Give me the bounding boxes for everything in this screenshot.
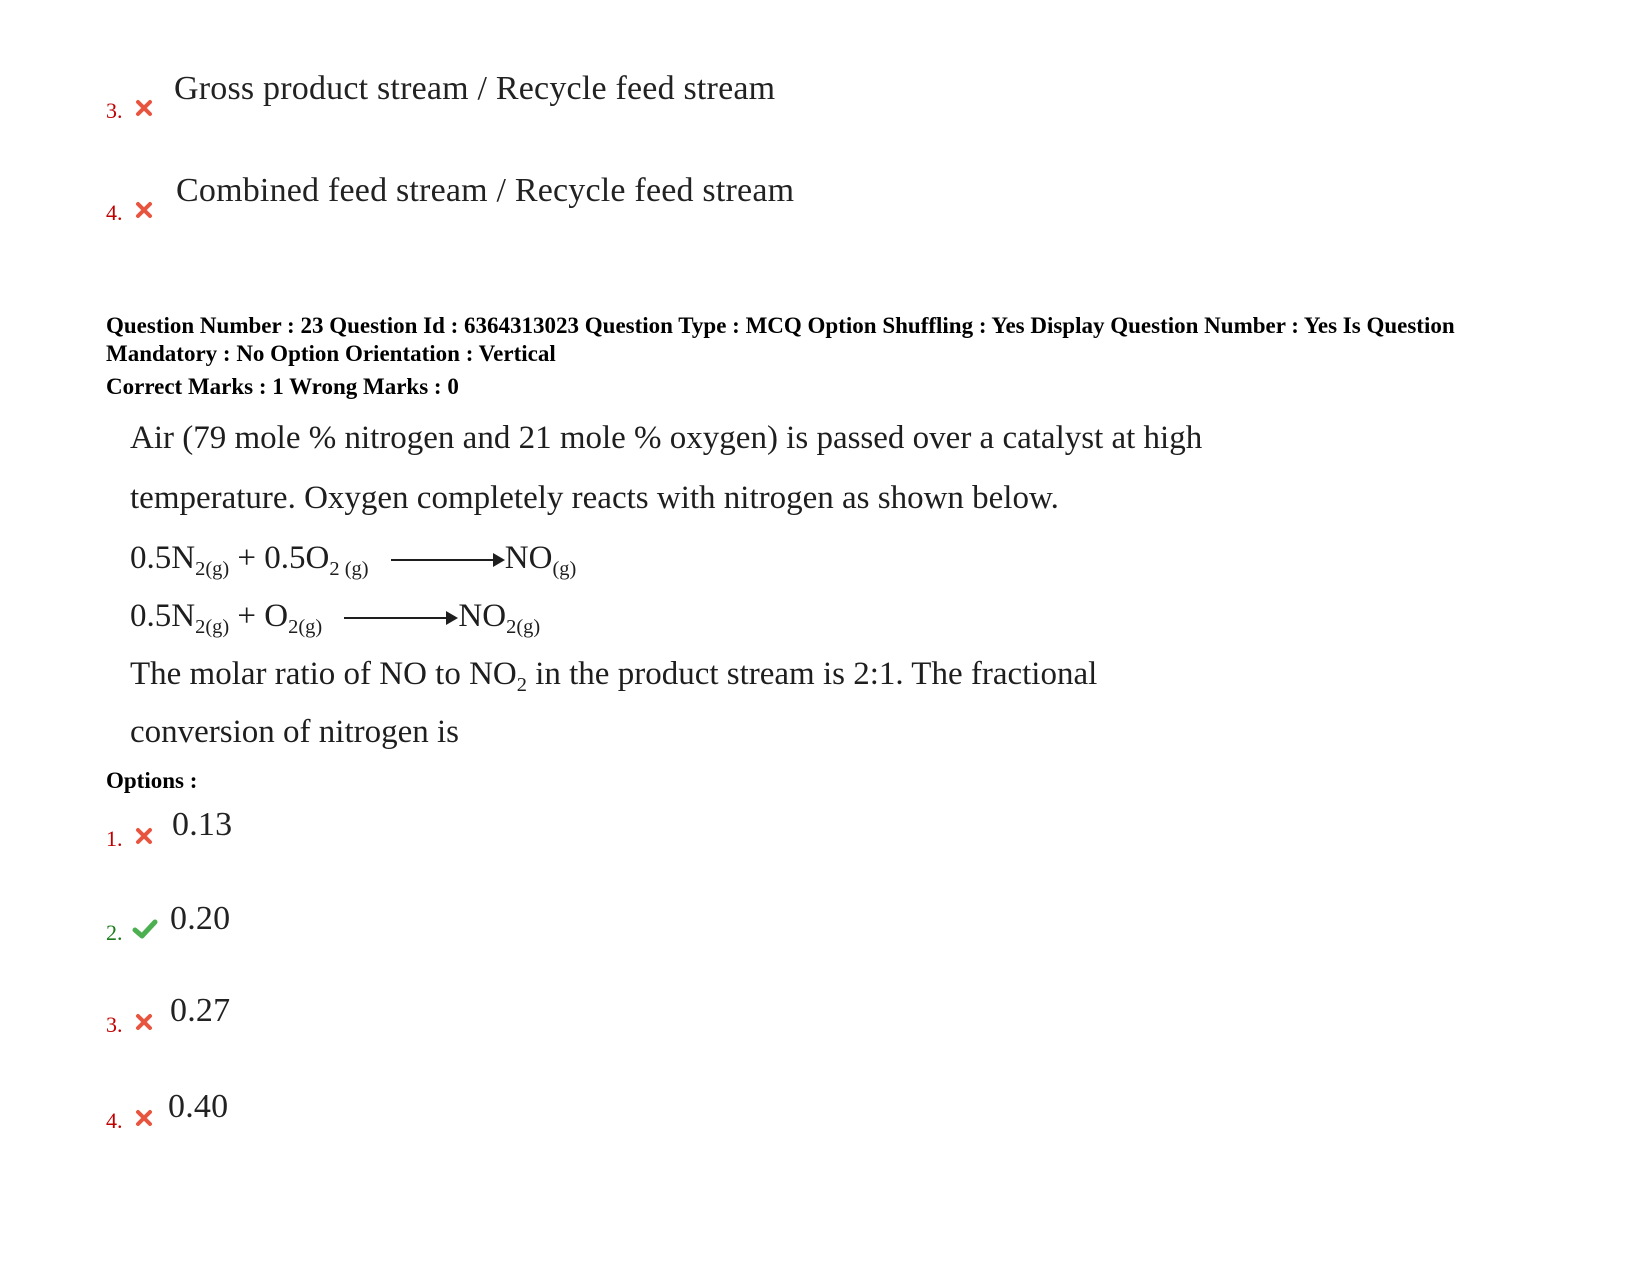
eq2-rhs-sub: 2(g) bbox=[506, 616, 541, 639]
cross-icon bbox=[134, 1108, 154, 1128]
option-text: 0.13 bbox=[172, 806, 233, 843]
eq1-plus: + 0.5O bbox=[229, 540, 330, 576]
equation-2 bbox=[130, 598, 541, 639]
equation-1 bbox=[130, 540, 577, 581]
question-text-line-3 bbox=[130, 656, 1098, 697]
eq2-lhs1: 0.5N bbox=[130, 598, 196, 634]
question-text-line-4: conversion of nitrogen is bbox=[130, 714, 460, 750]
line3-part-b: in the product stream is 2:1. The fractional bbox=[526, 656, 1098, 692]
option-text: 0.40 bbox=[168, 1088, 229, 1125]
option-number: 3. bbox=[106, 1012, 123, 1037]
marks-line: Correct Marks : 1 Wrong Marks : 0 bbox=[106, 374, 459, 399]
eq2-plus: + O bbox=[229, 598, 289, 634]
option-number: 4. bbox=[106, 200, 123, 225]
option-number: 1. bbox=[106, 826, 123, 851]
line3-sub: 2 bbox=[516, 674, 527, 697]
eq2-lhs2-sub: 2(g) bbox=[288, 616, 323, 639]
reaction-arrow-icon bbox=[391, 559, 503, 561]
option-text: Gross product stream / Recycle feed stream bbox=[174, 70, 776, 107]
eq1-rhs: NO bbox=[504, 540, 553, 576]
reaction-arrow-icon bbox=[344, 617, 456, 619]
eq2-lhs1-sub: 2(g) bbox=[195, 616, 230, 639]
options-label: Options : bbox=[106, 768, 198, 793]
eq2-rhs: NO bbox=[458, 598, 507, 634]
cross-icon bbox=[134, 200, 154, 220]
question-meta: Question Number : 23 Question Id : 6364313023 Question Type : MCQ Option Shuffling : Yes Display Question Number : Yes Is Question Mandatory : No Option Orientation : Vertical bbox=[106, 313, 1455, 366]
cross-icon bbox=[134, 826, 154, 846]
line3-part-a: The molar ratio of NO to NO bbox=[130, 656, 517, 692]
eq1-rhs-sub: (g) bbox=[552, 558, 577, 581]
question-text-line-2: temperature. Oxygen completely reacts with nitrogen as shown below. bbox=[130, 480, 1059, 516]
option-text: 0.27 bbox=[170, 992, 231, 1029]
option-text: 0.20 bbox=[170, 900, 231, 937]
question-text-line-1: Air (79 mole % nitrogen and 21 mole % oxygen) is passed over a catalyst at high bbox=[130, 420, 1203, 456]
eq1-lhs2-sub: 2 (g) bbox=[329, 558, 369, 581]
eq1-lhs1-sub: 2(g) bbox=[195, 558, 230, 581]
eq1-lhs1: 0.5N bbox=[130, 540, 196, 576]
option-text: Combined feed stream / Recycle feed stream bbox=[176, 172, 795, 209]
cross-icon bbox=[134, 98, 154, 118]
option-number: 4. bbox=[106, 1108, 123, 1133]
option-number: 2. bbox=[106, 920, 123, 945]
cross-icon bbox=[134, 1012, 154, 1032]
option-number: 3. bbox=[106, 98, 123, 123]
check-icon bbox=[132, 918, 158, 940]
